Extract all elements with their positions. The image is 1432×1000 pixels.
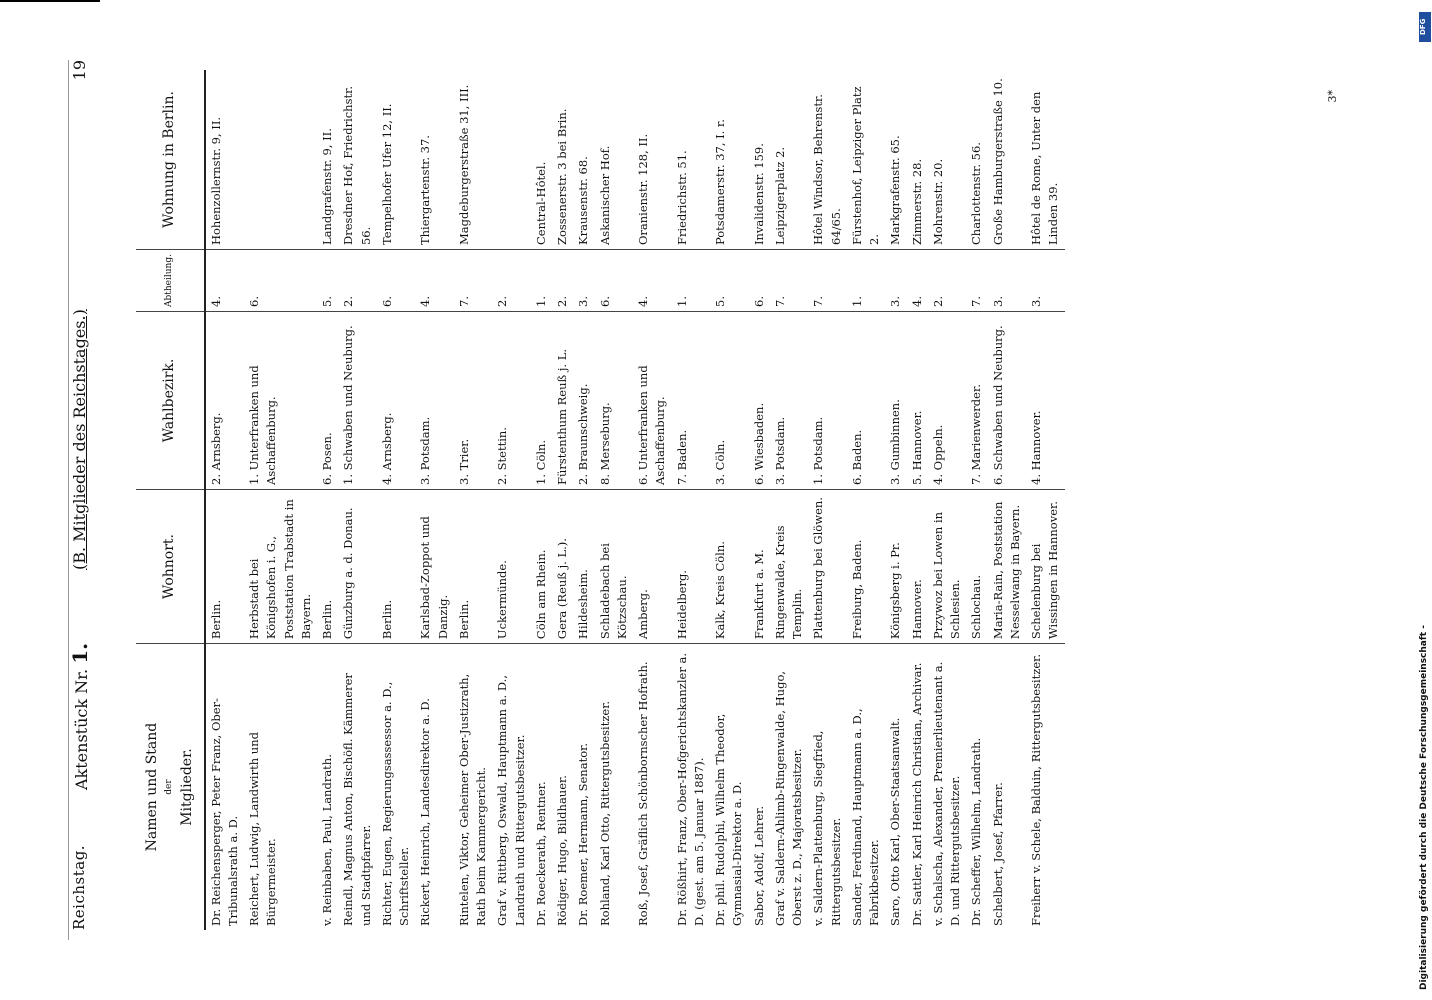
cell-name: Graf v. Saldern-Ahlimb-Ringenwalde, Hugo, Oberst z. D., Majoratsbesitzer.: [772, 670, 804, 926]
table-row: [338, 70, 377, 930]
table-row: [808, 70, 847, 930]
cell-wahlbezirk: 7. Marienwerder.: [966, 312, 987, 490]
cell-name: Rintelen, Viktor, Geheimer Ober-Justizrath, Rath beim Kammergericht.: [456, 673, 488, 926]
cell-wohnort: Hildesheim.: [573, 489, 594, 643]
table-row: [710, 70, 749, 930]
cell-wohnort: Berlin.: [454, 489, 493, 643]
cell-name: Reindl, Magnus Anton, Bischöfl. Kämmerer und Stadtpfarrer.: [341, 673, 373, 926]
col-wohnung: Wohnung in Berlin.: [136, 70, 205, 250]
cell-wahlbezirk: 6. Wiesbaden.: [749, 312, 770, 490]
cell-wahlbezirk: 3. Trier.: [454, 312, 493, 490]
cell-abtheilung: 4.: [907, 250, 928, 312]
cell-wohnung: Askanischer Hof.: [595, 70, 634, 250]
cell-wohnort: Maria-Rain, Poststation Nesselwang in Bayern.: [988, 489, 1027, 643]
cell-wohnort: Ringenwalde, Kreis Templin.: [770, 489, 809, 643]
table-header-row: [136, 70, 205, 930]
cell-wahlbezirk: 7. Baden.: [672, 312, 711, 490]
cell-name: Sander, Ferdinand, Hauptmann a. D., Fabrikbesitzer.: [849, 708, 881, 926]
cell-wohnung: Tempelhofer Ufer 12, II.: [377, 70, 416, 250]
cell-wahlbezirk: 2. Stettin.: [492, 312, 531, 490]
cell-wohnung: Central-Hôtel.: [531, 70, 552, 250]
cell-wahlbezirk: 4. Oppeln.: [928, 312, 967, 490]
col-wohnort: Wohnort.: [136, 489, 205, 643]
cell-abtheilung: 2.: [552, 250, 573, 312]
table-row: [928, 70, 967, 930]
col-name: Namen und Stand der Mitglieder.: [136, 644, 205, 930]
cell-wohnung: [244, 70, 317, 250]
aktenstueck-number: 1.: [68, 642, 92, 664]
table-row: [377, 70, 416, 930]
cell-wahlbezirk: 6. Unterfranken und Aschaffenburg.: [633, 312, 672, 490]
table-row: [454, 70, 493, 930]
cell-wohnort: Uckermünde.: [492, 489, 531, 643]
table-row: [492, 70, 531, 930]
dfg-logo: DFG: [1419, 12, 1431, 42]
table-row: [672, 70, 711, 930]
cell-wohnung: Große Hamburgerstraße 10.: [988, 70, 1027, 250]
cell-abtheilung: 3.: [1026, 250, 1065, 312]
cell-wohnung: Zimmerstr. 28.: [907, 70, 928, 250]
cell-abtheilung: 4.: [205, 250, 245, 312]
cell-name: Rödiger, Hugo, Bildhauer.: [555, 775, 569, 926]
cell-wohnort: Hannover.: [907, 489, 928, 643]
cell-wohnort: Schladebach bei Kötzschau.: [595, 489, 634, 643]
cell-wahlbezirk: 4. Arnsberg.: [377, 312, 416, 490]
cell-name: Dr. phil. Rudolphi, Wilhelm Theodor, Gymnasial-Direktor a. D.: [713, 713, 745, 926]
cell-wohnung: Invalidenstr. 159.: [749, 70, 770, 250]
cell-abtheilung: 3.: [988, 250, 1027, 312]
cell-wohnort: Kalk, Kreis Cöln.: [710, 489, 749, 643]
cell-wohnung: Hôtel Windsor, Behrenstr. 64/65.: [808, 70, 847, 250]
cell-abtheilung: 4.: [633, 250, 672, 312]
cell-wohnung: Thiergartenstr. 37.: [415, 70, 454, 250]
cell-name: Dr. Scheffer, Wilhelm, Landrath.: [969, 737, 984, 926]
cell-wohnort: Schlochau.: [966, 489, 987, 643]
table-row: [907, 70, 928, 930]
cell-wohnort: Amberg.: [633, 489, 672, 643]
table-row: [885, 70, 906, 930]
page-header: [64, 30, 104, 970]
cell-wahlbezirk: 8. Merseburg.: [595, 312, 634, 490]
cell-abtheilung: 6.: [749, 250, 770, 312]
table-row: [966, 70, 987, 930]
table-row: [988, 70, 1027, 930]
table-body: [205, 70, 1065, 930]
cell-name: Richter, Eugen, Regierungsassessor a. D., Schriftsteller.: [379, 681, 411, 926]
table-row: [595, 70, 634, 930]
cell-wohnung: [492, 70, 531, 250]
cell-wohnort: Cöln am Rhein.: [531, 489, 552, 643]
cell-wahlbezirk: 3. Gumbinnen.: [885, 312, 906, 490]
cell-wahlbezirk: 1. Unterfranken und Aschaffenburg.: [244, 312, 317, 490]
cell-wohnung: Dresdner Hof, Friedrichstr. 56.: [338, 70, 377, 250]
table-row: [749, 70, 770, 930]
cell-wohnort: Berlin.: [377, 489, 416, 643]
credit-text: Digitalisierung gefördert durch die Deutsche Forschungsgemeinschaft -: [1419, 625, 1429, 990]
cell-abtheilung: 1.: [847, 250, 886, 312]
cell-name: Dr. Roemer, Hermann, Senator.: [576, 742, 591, 926]
cell-wohnort: Frankfurt a. M.: [749, 489, 770, 643]
cell-abtheilung: 1.: [531, 250, 552, 312]
top-rule: [0, 0, 100, 2]
cell-wahlbezirk: 2. Braunschweig.: [573, 312, 594, 490]
signature-mark: 3*: [1326, 90, 1339, 103]
cell-wohnung: Charlottenstr. 56.: [966, 70, 987, 250]
cell-wahlbezirk: 6. Schwaben und Neuburg.: [988, 312, 1027, 490]
page-number: 19: [70, 60, 89, 81]
cell-wahlbezirk: 1. Schwaben und Neuburg.: [338, 312, 377, 490]
digitization-credit: [1419, 6, 1431, 991]
cell-abtheilung: 7.: [454, 250, 493, 312]
table-row: [633, 70, 672, 930]
cell-wahlbezirk: 3. Cöln.: [710, 312, 749, 490]
table-row: [317, 70, 338, 930]
cell-abtheilung: 7.: [808, 250, 847, 312]
cell-abtheilung: 7.: [966, 250, 987, 312]
members-table: [136, 70, 1065, 930]
table-row: [770, 70, 809, 930]
cell-name: Reichert, Ludwig, Landwirth und Bürgermeister.: [247, 732, 279, 926]
col-wahlbezirk: Wahlbezirk.: [136, 312, 205, 490]
cell-wohnung: Fürstenhof, Leipziger Platz 2.: [847, 70, 886, 250]
cell-wohnort: Heidelberg.: [672, 489, 711, 643]
cell-wohnort: Herbstadt bei Königshofen i. G., Poststation Trabstadt in Bayern.: [244, 489, 317, 643]
header-section: (B. Mitglieder des Reichstages.): [70, 309, 89, 570]
cell-wohnort: Berlin.: [317, 489, 338, 643]
document-page: [36, 30, 1376, 970]
cell-abtheilung: 3.: [885, 250, 906, 312]
cell-wohnung: Potsdamerstr. 37, I. r.: [710, 70, 749, 250]
cell-name: Rickert, Heinrich, Landesdirektor a. D.: [418, 698, 433, 926]
table-row: [415, 70, 454, 930]
cell-name: v. Saldern-Plattenburg, Siegfried, Rittergutsbesitzer.: [811, 730, 843, 926]
cell-wahlbezirk: Fürstenthum Reuß j. L.: [552, 312, 573, 490]
header-aktenstueck: [68, 643, 92, 790]
cell-wahlbezirk: 3. Potsdam.: [415, 312, 454, 490]
cell-wohnort: Plattenburg bei Glöwen.: [808, 489, 847, 643]
cell-abtheilung: 2.: [338, 250, 377, 312]
cell-wohnort: Berlin.: [205, 489, 245, 643]
table-row: [531, 70, 552, 930]
cell-wahlbezirk: 4. Hannover.: [1026, 312, 1065, 490]
cell-abtheilung: 1.: [672, 250, 711, 312]
cell-name: v. Reinbaben, Paul, Landrath.: [320, 754, 334, 926]
aktenstueck-label: Aktenstück Nr.: [72, 668, 91, 790]
cell-abtheilung: 2.: [928, 250, 967, 312]
cell-wahlbezirk: 6. Posen.: [317, 312, 338, 490]
table-row: [552, 70, 573, 930]
cell-wohnort: Günzburg a. d. Donau.: [338, 489, 377, 643]
table-row: [1026, 70, 1065, 930]
cell-wohnung: Krausenstr. 68.: [573, 70, 594, 250]
col-abtheilung: Abtheilung.: [136, 250, 205, 312]
table-row: [205, 70, 245, 930]
cell-abtheilung: 7.: [770, 250, 809, 312]
cell-wahlbezirk: 2. Arnsberg.: [205, 312, 245, 490]
cell-wohnung: Markgrafenstr. 65.: [885, 70, 906, 250]
cell-wohnung: Hôtel de Rome, Unter den Linden 39.: [1026, 70, 1065, 250]
header-reichstag: Reichstag.: [70, 844, 88, 930]
cell-abtheilung: 6.: [244, 250, 317, 312]
cell-abtheilung: 5.: [317, 250, 338, 312]
cell-wahlbezirk: 5. Hannover.: [907, 312, 928, 490]
cell-name: v. Schalscha, Alexander, Premierlieutenant a. D. und Rittergutsbesitzer.: [930, 661, 962, 926]
table-row: [244, 70, 317, 930]
cell-abtheilung: 2.: [492, 250, 531, 312]
cell-wohnung: Landgrafenstr. 9, II.: [317, 70, 338, 250]
cell-wohnort: Schelenburg bei Wissingen in Hannover.: [1026, 489, 1065, 643]
cell-name: Sabor, Adolf, Lehrer.: [751, 805, 766, 926]
cell-abtheilung: 6.: [595, 250, 634, 312]
cell-name: Rohland, Karl Otto, Rittergutsbesitzer.: [597, 700, 612, 926]
cell-name: Dr. Roeckerath, Rentner.: [533, 781, 548, 926]
cell-wahlbezirk: 1. Potsdam.: [808, 312, 847, 490]
table-row: [573, 70, 594, 930]
cell-abtheilung: 5.: [710, 250, 749, 312]
cell-name: Schelbert, Josef, Pfarrer.: [990, 782, 1005, 926]
cell-wohnung: Mohrenstr. 20.: [928, 70, 967, 250]
cell-wohnung: Zossenerstr. 3 bei Brin.: [552, 70, 573, 250]
cell-wahlbezirk: 1. Cöln.: [531, 312, 552, 490]
cell-wahlbezirk: 3. Potsdam.: [770, 312, 809, 490]
cell-wahlbezirk: 6. Baden.: [847, 312, 886, 490]
cell-wohnung: Friedrichstr. 51.: [672, 70, 711, 250]
cell-abtheilung: 4.: [415, 250, 454, 312]
cell-name: Dr. Sattler, Karl Heinrich Christian, Archivar.: [909, 662, 924, 926]
cell-name: Graf v. Rittberg, Oswald, Hauptmann a. D., Landrath und Rittergutsbesitzer.: [495, 675, 527, 926]
cell-wohnort: Königsberg i. Pr.: [885, 489, 906, 643]
cell-wohnort: Freiburg, Baden.: [847, 489, 886, 643]
cell-wohnung: Hohenzollernstr. 9, II.: [205, 70, 245, 250]
cell-name: Roß, Josef, Gräflich Schönbornscher Hofrath.: [636, 661, 650, 926]
cell-wohnort: Przywoz bei Lowen in Schlesien.: [928, 489, 967, 643]
cell-wohnort: Karlsbad-Zoppot und Danzig.: [415, 489, 454, 643]
cell-abtheilung: 6.: [377, 250, 416, 312]
cell-wohnung: Oranienstr. 128, II.: [633, 70, 672, 250]
cell-name: Dr. Reichensperger, Peter Franz, Ober-Tribunalsrath a. D.: [208, 698, 240, 926]
cell-name: Freiherr v. Schele, Balduin, Rittergutsbesitzer.: [1029, 653, 1043, 926]
cell-wohnung: Magdeburgerstraße 31, III.: [454, 70, 493, 250]
cell-name: Saro, Otto Karl, Ober-Staatsanwalt.: [888, 717, 903, 926]
cell-wohnung: Leipzigerplatz 2.: [770, 70, 809, 250]
table-row: [847, 70, 886, 930]
cell-abtheilung: 3.: [573, 250, 594, 312]
cell-wohnort: Gera (Reuß j. L.).: [552, 489, 573, 643]
cell-name: Dr. Rößhirt, Franz, Ober-Hofgerichtskanzler a. D. (gest. am 5. Januar 1887).: [674, 653, 706, 926]
